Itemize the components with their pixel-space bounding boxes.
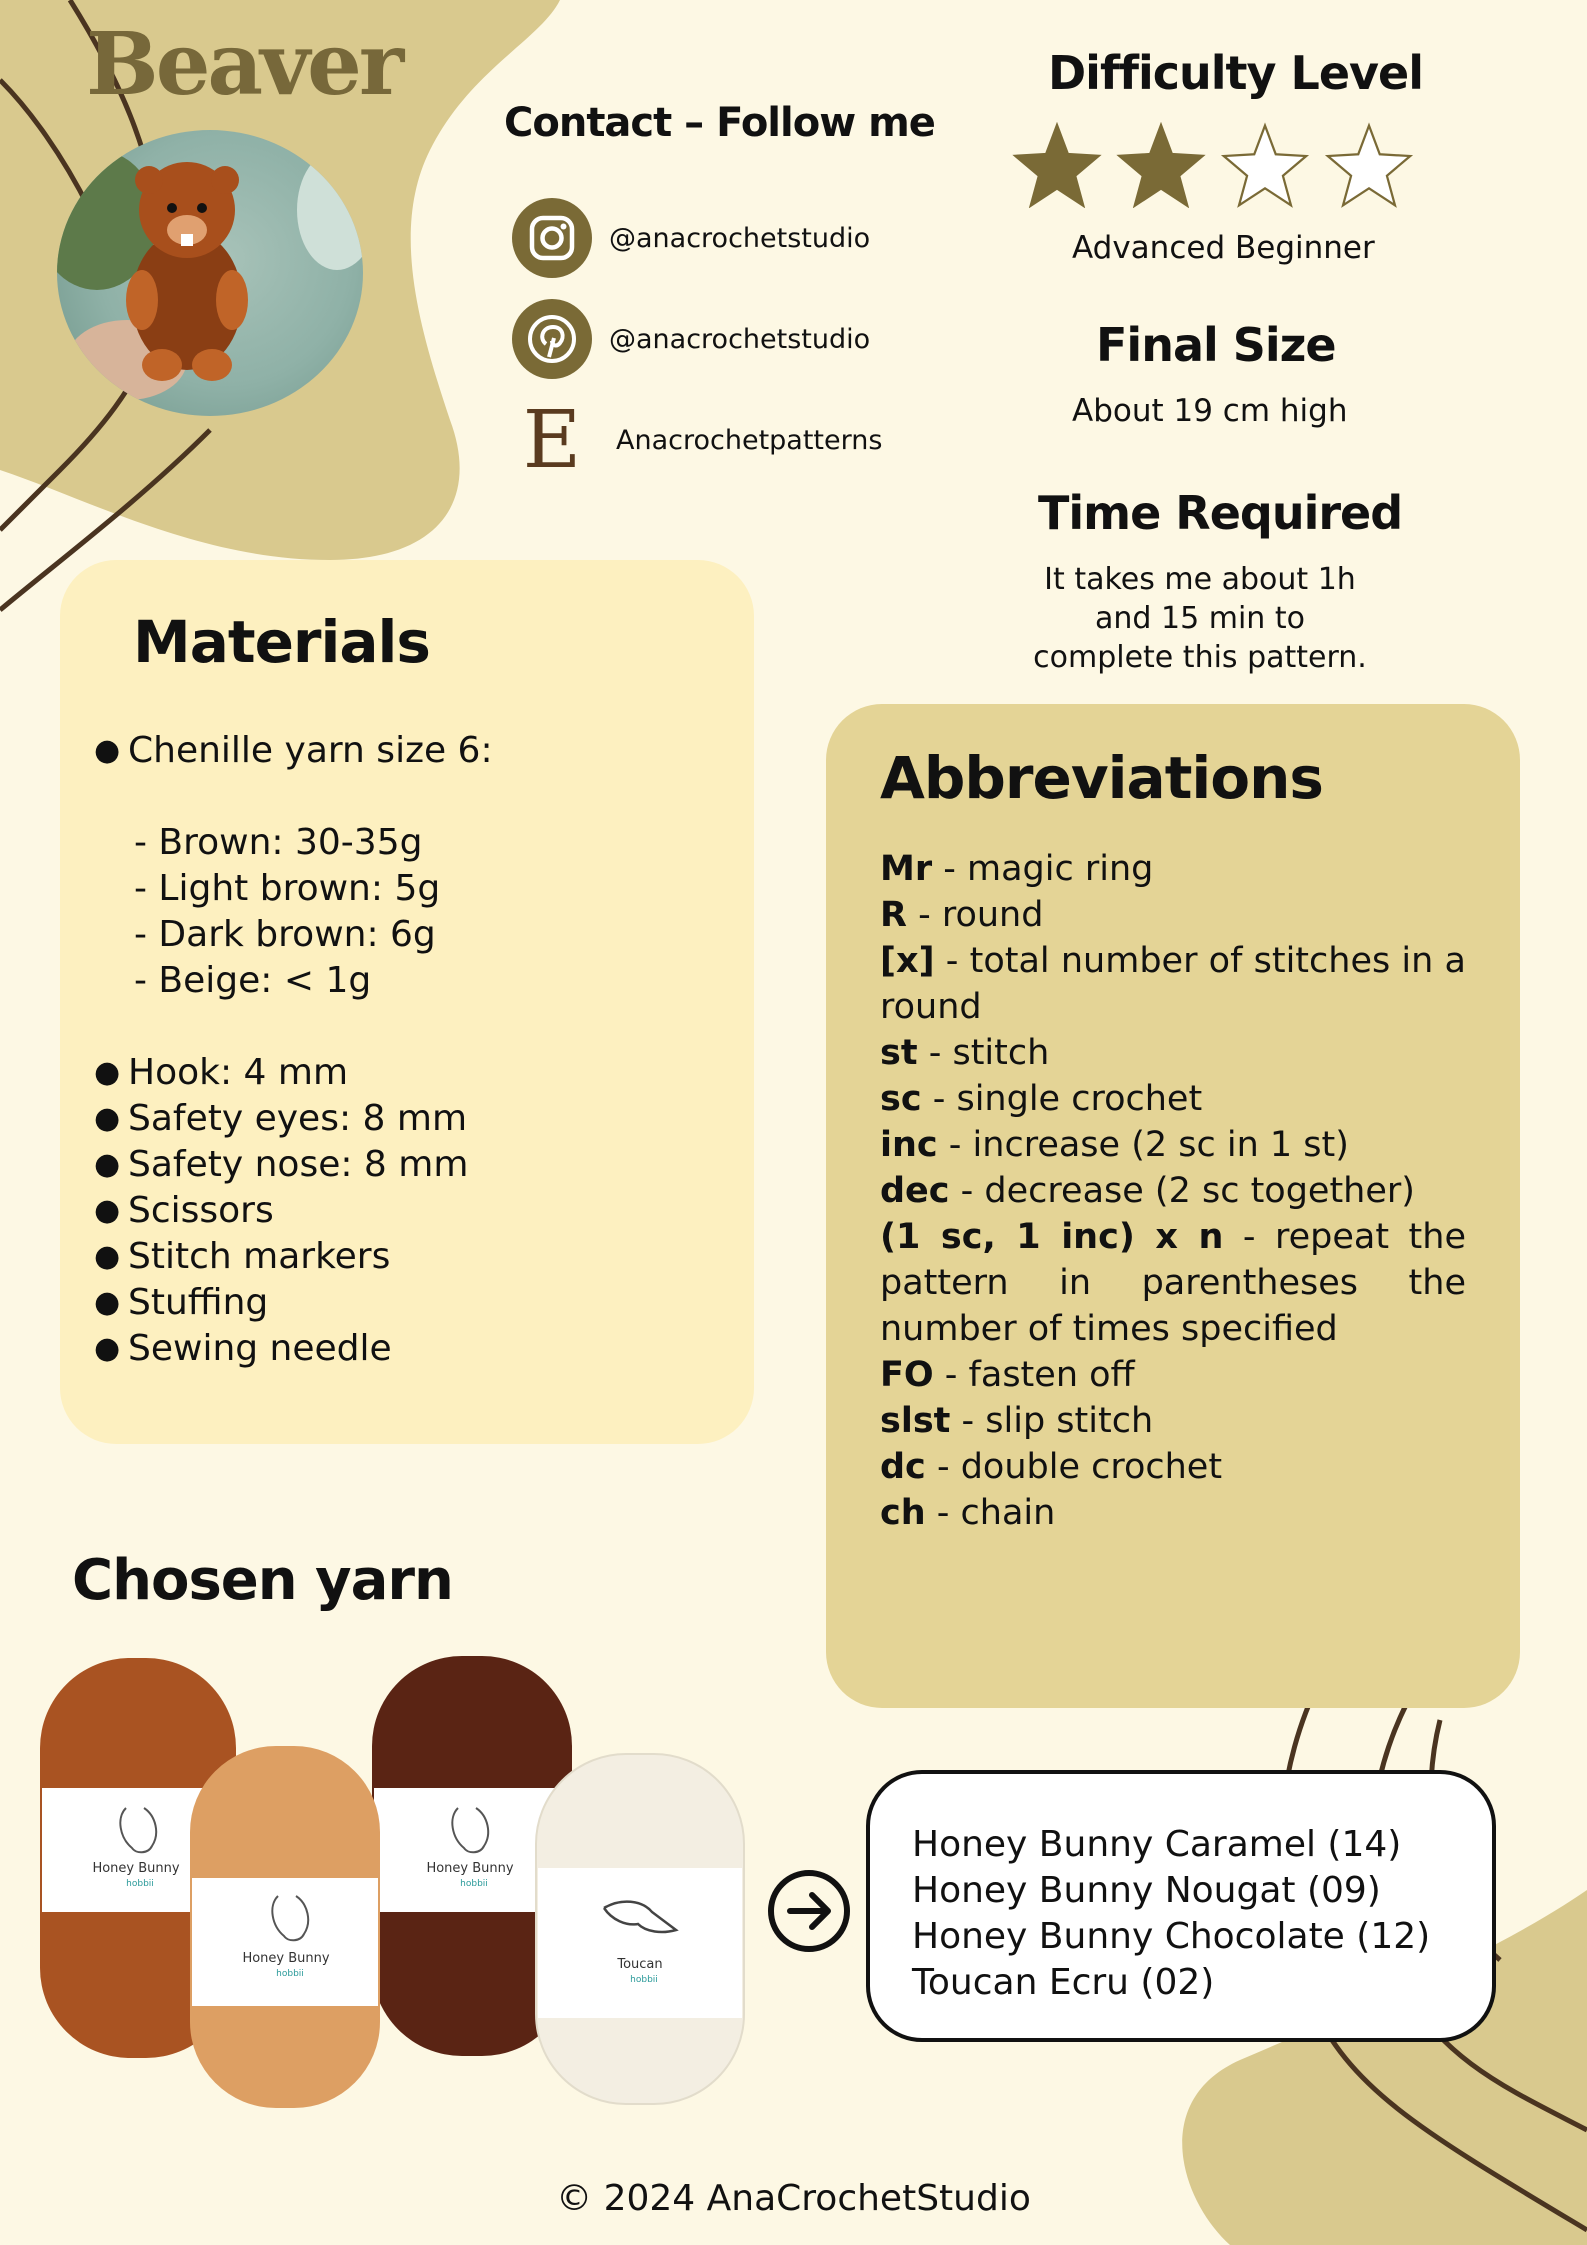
list-item: ● Chenille yarn size 6:: [94, 730, 493, 771]
yarn-color-item: - Beige: < 1g: [134, 960, 372, 1001]
beaver-photo: [57, 130, 363, 416]
list-item: ● Stuffing: [94, 1282, 269, 1323]
abbreviation-item: sc - single crochet: [880, 1079, 1203, 1119]
abbreviation-item: (1 sc, 1 inc) x n - repeat the pattern in parentheses the number of times specified: [880, 1217, 1466, 1349]
abbreviation-item: FO - fasten off: [880, 1355, 1135, 1395]
yarn-color-item: - Dark brown: 6g: [134, 914, 436, 955]
abbreviation-item: inc - increase (2 sc in 1 st): [880, 1125, 1349, 1165]
yarn-list: [912, 1822, 1430, 2006]
star-empty-icon: [1220, 122, 1310, 208]
pinterest-row[interactable]: [512, 299, 870, 379]
time-required-text: [1020, 560, 1380, 677]
svg-text:hobbii: hobbii: [460, 1879, 488, 1889]
list-item: ● Hook: 4 mm: [94, 1052, 349, 1093]
abbreviations-title: Abbreviations: [880, 744, 1323, 812]
abbreviation-item: dc - double crochet: [880, 1447, 1223, 1487]
star-filled-icon: [1012, 122, 1102, 208]
svg-text:Toucan: Toucan: [617, 1957, 663, 1972]
abbreviation-item: R - round: [880, 895, 1044, 935]
list-item: ● Safety eyes: 8 mm: [94, 1098, 468, 1139]
list-item: Honey Bunny Nougat (09): [912, 1870, 1381, 1911]
difficulty-title: Difficulty Level: [1048, 46, 1423, 100]
yarn-skeins-image: [36, 1650, 756, 2110]
arrow-right-circle-icon: [766, 1868, 852, 1954]
abbreviation-item: dec - decrease (2 sc together): [880, 1171, 1415, 1211]
materials-title: Materials: [133, 608, 430, 676]
time-line: and 15 min to: [1095, 601, 1305, 636]
svg-text:hobbii: hobbii: [276, 1969, 304, 1979]
abbreviation-item: st - stitch: [880, 1033, 1050, 1073]
etsy-shop-name[interactable]: Anacrochetpatterns: [616, 424, 883, 456]
list-item: Honey Bunny Chocolate (12): [912, 1916, 1431, 1957]
abbreviations-list: [880, 846, 1466, 1536]
final-size-text: About 19 cm high: [1072, 393, 1348, 429]
etsy-icon[interactable]: E: [522, 393, 582, 486]
time-line: complete this pattern.: [1033, 640, 1367, 675]
chosen-yarn-title: Chosen yarn: [72, 1548, 453, 1613]
pinterest-icon[interactable]: [512, 299, 592, 379]
star-filled-icon: [1116, 122, 1206, 208]
final-size-title: Final Size: [1096, 318, 1336, 372]
etsy-row[interactable]: [512, 393, 883, 486]
list-item: Toucan Ecru (02): [912, 1962, 1215, 2003]
svg-text:Honey Bunny: Honey Bunny: [426, 1861, 514, 1876]
time-line: It takes me about 1h: [1044, 562, 1356, 597]
abbreviation-item: [x] - total number of stitches in a round: [880, 941, 1466, 1027]
difficulty-level: Advanced Beginner: [1072, 230, 1375, 266]
page-title: Beaver: [86, 14, 402, 115]
svg-text:Honey Bunny: Honey Bunny: [242, 1951, 330, 1966]
instagram-row[interactable]: [512, 198, 870, 278]
instagram-handle[interactable]: @anacrochetstudio: [609, 222, 871, 254]
contact-title: Contact – Follow me: [504, 100, 935, 146]
materials-list: [94, 728, 493, 1372]
time-required-title: Time Required: [1038, 486, 1403, 540]
svg-text:hobbii: hobbii: [126, 1879, 154, 1889]
abbreviation-item: Mr - magic ring: [880, 849, 1154, 889]
list-item: ● Safety nose: 8 mm: [94, 1144, 469, 1185]
star-empty-icon: [1324, 122, 1414, 208]
yarn-color-item: - Brown: 30-35g: [134, 822, 423, 863]
yarn-skein-nougat: [190, 1746, 380, 2108]
list-item: Honey Bunny Caramel (14): [912, 1824, 1402, 1865]
list-item: ● Scissors: [94, 1190, 274, 1231]
difficulty-stars: [1012, 122, 1414, 208]
svg-text:hobbii: hobbii: [630, 1975, 658, 1985]
list-item: ● Sewing needle: [94, 1328, 392, 1369]
abbreviation-item: slst - slip stitch: [880, 1401, 1154, 1441]
svg-text:Honey Bunny: Honey Bunny: [92, 1861, 180, 1876]
yarn-color-item: - Light brown: 5g: [134, 868, 441, 909]
yarn-skein-ecru: [536, 1754, 744, 2104]
pinterest-handle[interactable]: @anacrochetstudio: [609, 323, 871, 355]
instagram-icon[interactable]: [512, 198, 592, 278]
copyright-footer: © 2024 AnaCrochetStudio: [556, 2178, 1031, 2219]
list-item: ● Stitch markers: [94, 1236, 391, 1277]
abbreviation-item: ch - chain: [880, 1493, 1056, 1533]
